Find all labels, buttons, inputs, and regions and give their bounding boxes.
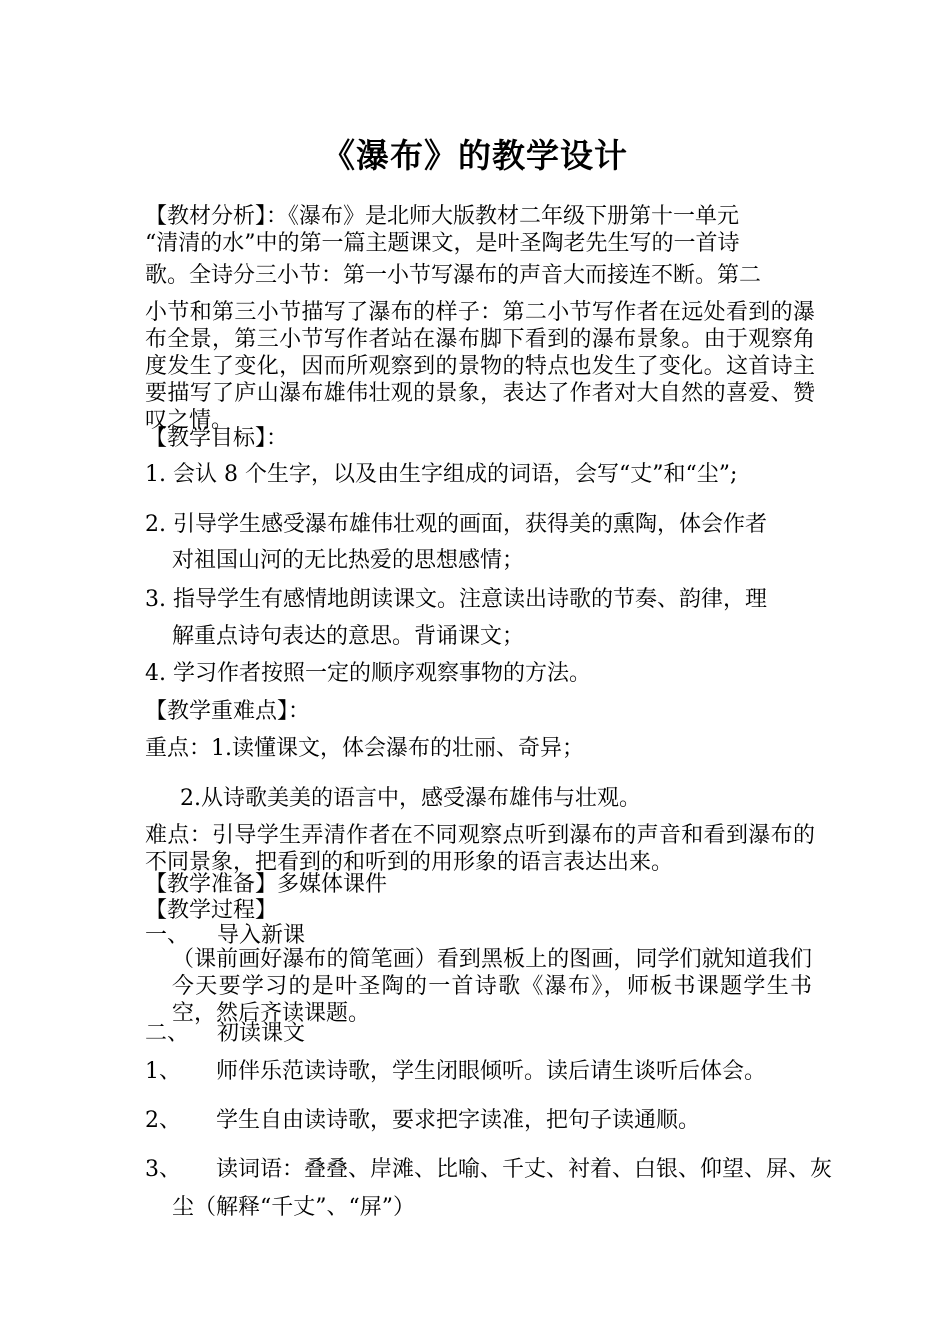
section-1-paragraph: （课前画好瀑布的简笔画）看到黑板上的图画，同学们就知道我们今天要学习的是叶圣陶的一首诗歌《瀑布》，师板书课题学生书空，然后齐读课题。: [172, 947, 812, 1026]
goal-item-3-line-1: 3. 指导学生有感情地朗读课文。注意读出诗歌的节奏、韵律，理: [145, 587, 767, 612]
document-title: 《瀑布》的教学设计: [322, 136, 628, 175]
goals-heading: 【教学目标】：: [145, 426, 289, 451]
goal-item-2-line-2: 对祖国山河的无比热爱的思想感情；: [172, 548, 525, 573]
goal-item-4: 4. 学习作者按照一定的顺序观察事物的方法。: [145, 661, 591, 686]
section-2-heading: 二、 初读课文: [145, 1021, 305, 1046]
key-point-2: 2.从诗歌美美的语言中，感受瀑布雄伟与壮观。: [180, 786, 641, 811]
step-1: 1、 师伴乐范读诗歌，学生闭眼倾听。读后请生谈听后体会。: [145, 1059, 766, 1084]
analysis-line-2: “清清的水”中的第一篇主题课文，是叶圣陶老先生写的一首诗: [145, 231, 740, 256]
process-heading: 【教学过程】: [145, 898, 278, 923]
goal-item-2-line-1: 2. 引导学生感受瀑布雄伟壮观的画面，获得美的熏陶，体会作者: [145, 512, 767, 537]
analysis-line-3: 歌。全诗分三小节：第一小节写瀑布的声音大而接连不断。第二: [145, 263, 762, 288]
step-2: 2、 学生自由读诗歌，要求把字读准，把句子读通顺。: [145, 1108, 700, 1133]
analysis-paragraph: 小节和第三小节描写了瀑布的样子：第二小节写作者在远处看到的瀑布全景，第三小节写作者站在瀑布脚下看到的瀑布景象。由于观察角度发生了变化，因而所观察到的景物的特点也发生了变化。这首诗主要描写了庐山瀑布雄伟壮观的景象，表达了作者对大自然的喜爱、赞叹之情。: [145, 300, 815, 433]
section-1-heading: 一、 导入新课: [145, 923, 305, 948]
goal-item-1: 1. 会认 8 个生字，以及由生字组成的词语，会写“丈”和“尘”;: [145, 462, 738, 487]
prep-line: 【教学准备】多媒体课件: [145, 872, 388, 897]
step-3-line-1: 3、 读词语：叠叠、岸滩、比喻、千丈、衬着、白银、仰望、屏、灰: [145, 1157, 832, 1182]
key-point-1: 重点：1.读懂课文，体会瀑布的壮丽、奇异；: [145, 736, 584, 761]
goal-item-3-line-2: 解重点诗句表达的意思。背诵课文；: [172, 624, 525, 649]
analysis-line-1: 【教材分析】：《瀑布》是北师大版教材二年级下册第十一单元: [145, 204, 740, 229]
key-points-heading: 【教学重难点】：: [145, 699, 311, 724]
step-3-line-2: 尘（解释“千丈”、“屏”）: [172, 1195, 415, 1220]
difficulty-paragraph: 难点：引导学生弄清作者在不同观察点听到瀑布的声音和看到瀑布的不同景象，把看到的和听到的用形象的语言表达出来。: [145, 823, 815, 875]
